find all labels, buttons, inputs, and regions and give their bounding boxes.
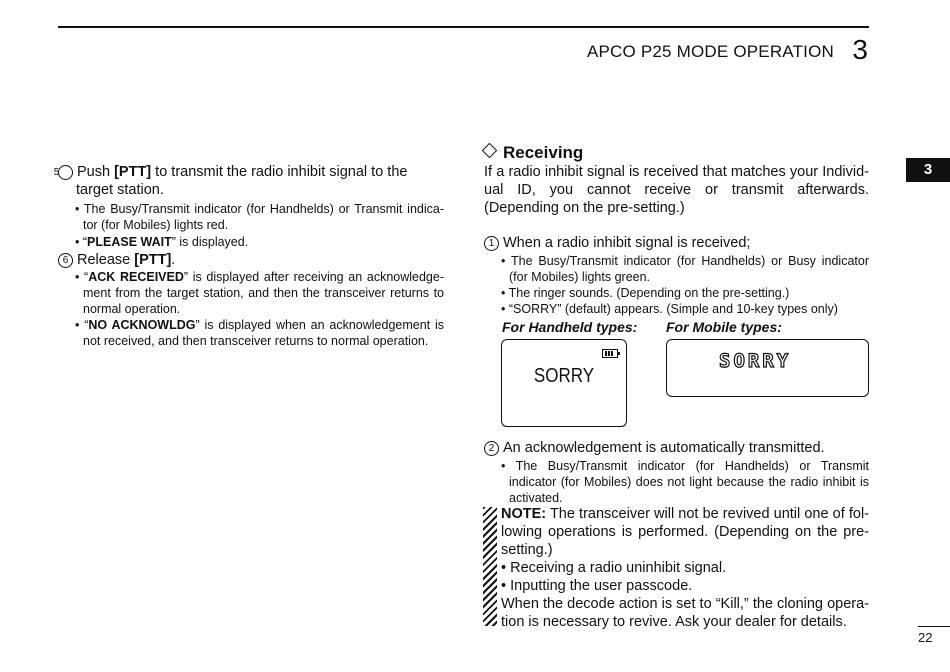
intro-paragraph: If a radio inhibit signal is received that matches your Individ-ual ID, you cannot receive or transmit afterwards. (Depending on the pre-setting.): [484, 164, 869, 216]
step-6: 6 Release [PTT].: [58, 251, 444, 269]
note-block: [501, 505, 869, 631]
step-1-bullet: • “SORRY” (default) appears. (Simple and 10-key types only): [501, 302, 838, 316]
note-hatch-bar: [483, 507, 497, 626]
mobile-caption: For Mobile types:: [666, 319, 782, 335]
handheld-lcd-display: [501, 339, 627, 427]
mobile-display-text: SORRY: [719, 350, 792, 372]
step-number: 1: [484, 236, 499, 251]
note-text: NOTE: The transceiver will not be revived until one of fol-lowing operations is performed. (Depending on the pre-setting.): [501, 506, 869, 558]
step-2-bullet: • The Busy/Transmit indicator (for Handhelds) or Transmit indicator (for Mobiles) does not light because the radio inhibit is activated.: [501, 459, 869, 505]
step-number: 6: [58, 253, 73, 268]
header-rule: [58, 26, 869, 28]
step-5-bullet: • The Busy/Transmit indicator (for Handhelds) or Transmit indica-tor (for Mobiles) lights red.: [75, 202, 444, 232]
step-number: 2: [484, 441, 499, 456]
step-6-bullet: • “ACK RECEIVED” is displayed after receiving an acknowledge-ment from the target station, and then the transceiver returns to normal operation.: [75, 270, 444, 316]
note-item: • Inputting the user passcode.: [501, 578, 693, 594]
step-2-block: [484, 439, 869, 506]
step-number: 5: [58, 165, 73, 180]
note-closing: When the decode action is set to “Kill,” the cloning opera-tion is necessary to revive. Ask your dealer for details.: [501, 596, 869, 630]
diamond-icon: [482, 143, 498, 159]
mobile-lcd-display: [666, 339, 869, 397]
note-item: • Receiving a radio uninhibit signal.: [501, 560, 727, 576]
section-title: APCO P25 MODE OPERATION: [586, 42, 834, 61]
battery-icon: [602, 349, 618, 358]
step-1-bullet: • The ringer sounds. (Depending on the pre-setting.): [501, 286, 790, 300]
note-label: NOTE:: [501, 506, 547, 522]
handheld-caption: For Handheld types:: [502, 319, 638, 335]
step-1-bullet: • The Busy/Transmit indicator (for Handhelds) or Busy indicator (for Mobiles) lights green.: [501, 254, 869, 284]
handheld-display-text: SORRY: [533, 365, 595, 387]
chapter-tab: 3: [906, 158, 950, 182]
section-heading: Receiving: [484, 143, 869, 163]
step-6-bullet: • “NO ACKNOWLDG” is displayed when an acknowledgement is not received, and then transceiver returns to normal operation.: [75, 318, 444, 348]
step-1: 1 When a radio inhibit signal is received;: [484, 234, 869, 252]
step-5-bullet: • “PLEASE WAIT” is displayed.: [75, 235, 249, 249]
page-number: 22: [918, 630, 933, 645]
left-column: [53, 163, 444, 349]
chapter-number: 3: [852, 34, 868, 65]
page-number-rule: [918, 626, 950, 627]
step-5: 5 Push [PTT] to transmit the radio inhibit signal to the target station.: [53, 164, 408, 198]
step-2: 2 An acknowledgement is automatically transmitted.: [484, 439, 869, 457]
right-column: [484, 143, 869, 317]
